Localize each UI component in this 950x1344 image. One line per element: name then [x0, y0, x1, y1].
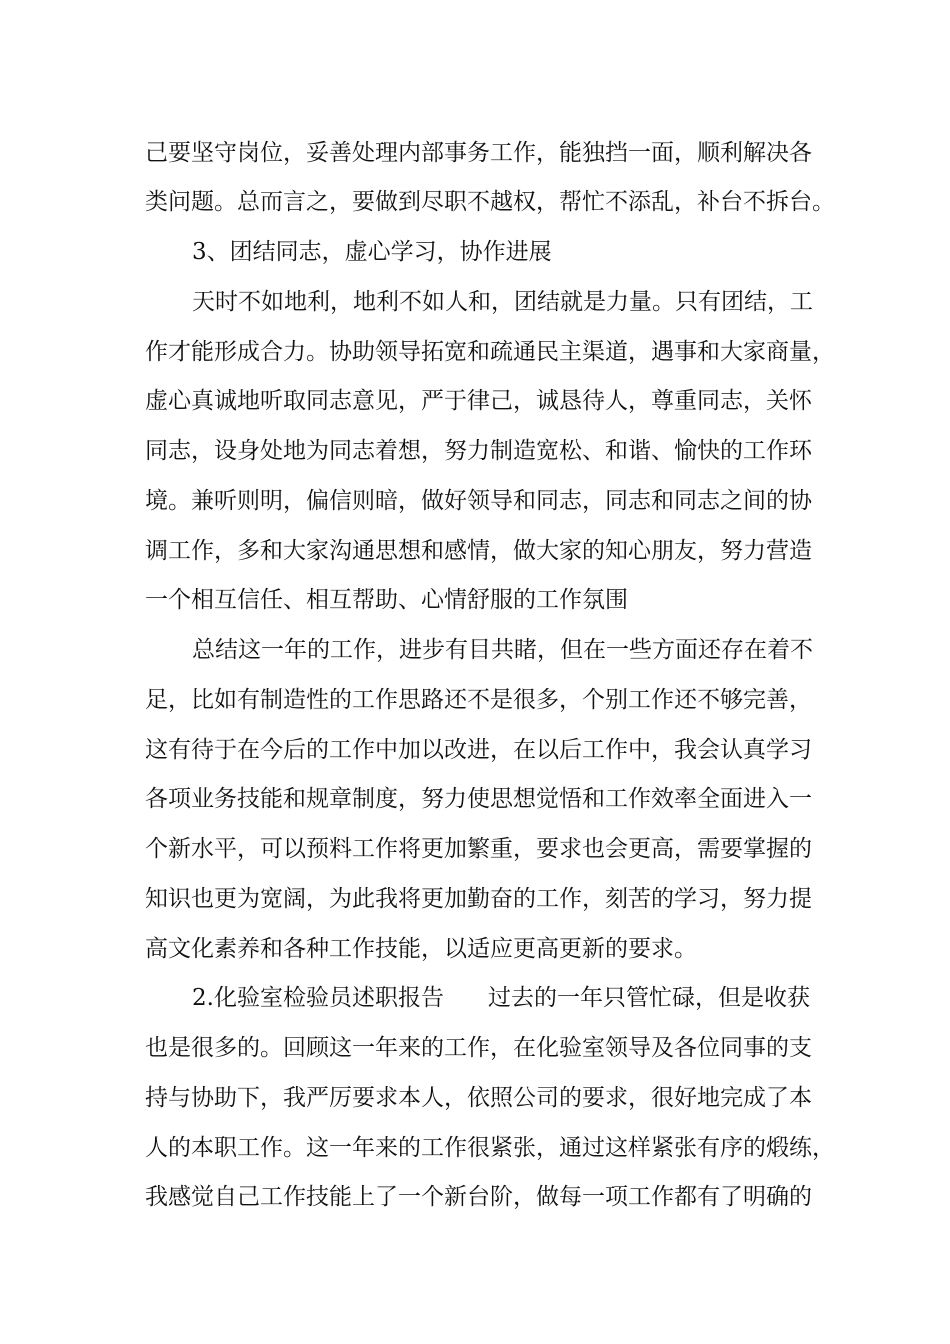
text-line: 己要坚守岗位，妥善处理内部事务工作，能独挡一面，顺利解决各: [145, 140, 812, 166]
text-line: 总结这一年的工作，进步有目共睹，但在一些方面还存在着不: [192, 637, 813, 663]
report-title: 2.化验室检验员述职报告: [192, 985, 444, 1011]
text-line: 也是很多的。回顾这一年来的工作，在化验室领导及各位同事的支: [145, 1035, 812, 1061]
text-line: 调工作，多和大家沟通思想和感情，做大家的知心朋友，努力营造: [145, 538, 812, 564]
text-line: 持与协助下，我严厉要求本人，依照公司的要求，很好地完成了本: [145, 1085, 812, 1111]
text-line: 一个相互信任、相互帮助、心情舒服的工作氛围: [145, 587, 628, 613]
text-line: 虚心真诚地听取同志意见，严于律己，诚恳待人，尊重同志，关怀: [145, 388, 812, 414]
text-line: 高文化素养和各种工作技能，以适应更高更新的要求。: [145, 936, 697, 962]
report-first-line: [192, 983, 835, 1013]
text-line: 天时不如地利，地利不如人和，团结就是力量。只有团结，工: [192, 289, 813, 315]
text-line: 知识也更为宽阔，为此我将更加勤奋的工作，刻苦的学习，努力提: [145, 886, 812, 912]
text-line: 个新水平，可以预料工作将更加繁重，要求也会更高，需要掌握的: [145, 836, 812, 862]
text-line: 这有待于在今后的工作中加以改进，在以后工作中，我会认真学习: [145, 737, 812, 763]
text-line: 我感觉自己工作技能上了一个新台阶，做每一项工作都有了明确的: [145, 1184, 812, 1210]
text-line: 人的本职工作。这一年来的工作很紧张，通过这样紧张有序的煅练，: [145, 1135, 835, 1161]
report-intro: 过去的一年只管忙碌，但是收获: [487, 985, 810, 1011]
text-line: 境。兼听则明，偏信则暗，做好领导和同志，同志和同志之间的协: [145, 488, 812, 514]
text-line: 各项业务技能和规章制度，努力使思想觉悟和工作效率全面进入一: [145, 786, 812, 812]
text-line: 作才能形成合力。协助领导拓宽和疏通民主渠道，遇事和大家商量，: [145, 339, 835, 365]
text-line: 足，比如有制造性的工作思路还不是很多，个别工作还不够完善，: [145, 687, 812, 713]
text-line: 同志，设身处地为同志着想，努力制造宽松、和谐、愉快的工作环: [145, 438, 812, 464]
text-line: 类问题。总而言之，要做到尽职不越权，帮忙不添乱，补台不拆台。: [145, 189, 835, 215]
section-heading: 3、团结同志，虚心学习，协作进展: [192, 239, 552, 265]
